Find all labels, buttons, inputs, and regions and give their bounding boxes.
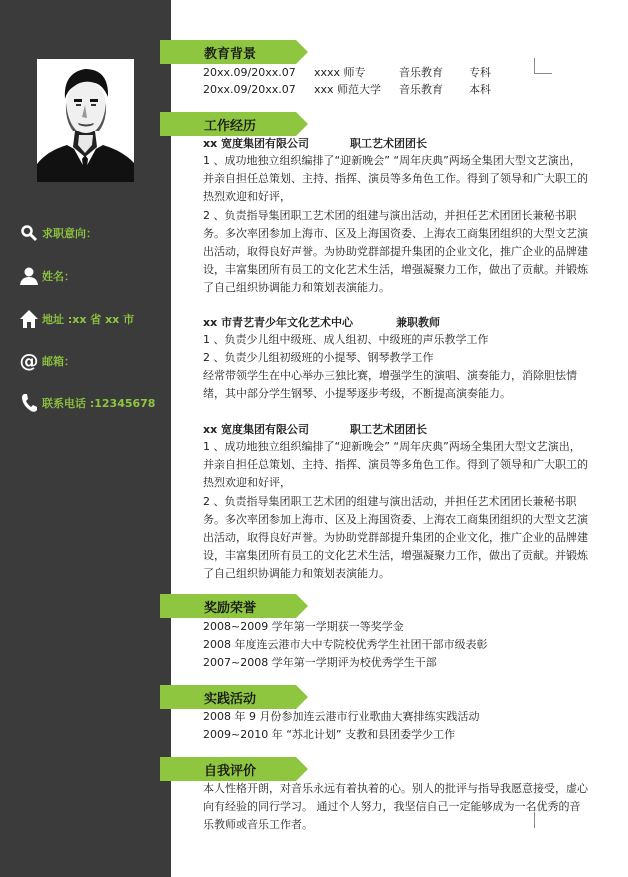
profile-photo	[37, 59, 134, 182]
section-education-header	[160, 40, 308, 64]
practice-item: 2009~2010 年 “苏北计划” 支教和县团委学少工作	[203, 728, 456, 741]
job-header	[203, 314, 503, 331]
job-duty: 2 、负责指导集团职工艺术团的组建与演出活动，并担任艺术团团长兼秘书职务。多次率团参加上海市、区及上海国资委、上海农工商集团组织的大型文艺演出活动，取得良好声誉。为协助党群部提升集团的企业文化，推广企业的品牌建设，丰富集团所有员工的文化艺术生活，增强凝聚力工作，做出了贡献。并锻炼了自己组织协调能力和策划表演能力。	[203, 209, 588, 294]
section-awards-title: 奖励荣誉	[204, 601, 257, 616]
education-row	[203, 81, 503, 98]
contact-address	[18, 308, 134, 330]
award-item: 2008 年度连云港市大中专院校优秀学生社团干部市级表彰	[203, 638, 488, 651]
contact-name-text: 姓名：	[42, 270, 75, 283]
education-school: xxx 师范大学	[314, 83, 382, 96]
job-duty: 1 、成功地独立组织编排了“迎新晚会” “周年庆典”两场全集团大型文艺演出，并亲自担任总策划、主持、指挥、演员等多角色工作。得到了领导和广大职工的热烈欢迎和好评，	[203, 154, 588, 203]
contact-name	[18, 265, 75, 287]
contact-phone-text: 联系电话 :12345678	[42, 397, 156, 410]
job-duty: 2 、负责少儿组初级班的小提琴、钢琴教学工作	[203, 351, 434, 364]
section-education-title: 教育背景	[204, 47, 257, 62]
search-icon	[18, 222, 40, 244]
education-row	[203, 64, 503, 81]
phone-icon	[18, 392, 40, 414]
job-position: 兼职教师	[396, 316, 440, 329]
job-company: xx 市青艺青少年文化艺术中心	[203, 316, 354, 329]
contact-phone	[18, 392, 155, 414]
job-company: xx 宽度集团有限公司	[203, 137, 310, 150]
contact-email-text: 邮箱：	[42, 355, 75, 368]
education-date: 20xx.09/20xx.07	[203, 83, 296, 96]
contact-email	[18, 350, 75, 372]
award-item: 2007~2008 学年第一学期评为校优秀学生干部	[203, 656, 437, 669]
section-awards-header	[160, 594, 308, 618]
job-duty: 1 、负责少儿组中级班、成人组初、中级班的声乐教学工作	[203, 333, 489, 346]
job-duty: 经常带领学生在中心举办三独比赛，增强学生的演唱、演奏能力，消除胆怯情绪，其中部分学生钢琴、小提琴逐步考级，不断提高演奏能力。	[203, 369, 577, 400]
job-duty: 2 、负责指导集团职工艺术团的组建与演出活动，并担任艺术团团长兼秘书职务。多次率团参加上海市、区及上海国资委、上海农工商集团组织的大型文艺演出活动，取得良好声誉。为协助党群部提升集团的企业文化，推广企业的品牌建设，丰富集团所有员工的文化艺术生活，增强凝聚力工作，做出了贡献。并锻炼了自己组织协调能力和策划表演能力。	[203, 495, 588, 580]
contact-job-intent-text: 求职意向：	[42, 227, 97, 240]
award-item: 2008~2009 学年第一学期获一等奖学金	[203, 620, 404, 633]
practice-item: 2008 年 9 月份参加连云港市行业歌曲大赛排练实践活动	[203, 710, 480, 723]
corner-mark-top	[534, 58, 552, 74]
education-date: 20xx.09/20xx.07	[203, 66, 296, 79]
job-position: 职工艺术团团长	[350, 137, 427, 150]
job-duty: 1 、成功地独立组织编排了“迎新晚会” “周年庆典”两场全集团大型文艺演出，并亲自担任总策划、主持、指挥、演员等多角色工作。得到了领导和广大职工的热烈欢迎和好评，	[203, 440, 588, 489]
section-work-title: 工作经历	[204, 119, 257, 134]
education-school: xxxx 师专	[314, 66, 366, 79]
section-self-title: 自我评价	[204, 764, 257, 779]
job-company: xx 宽度集团有限公司	[203, 423, 310, 436]
contact-address-text: 地址 :xx 省 xx 市	[42, 313, 135, 326]
at-icon	[18, 350, 40, 372]
education-major: 音乐教育	[399, 83, 443, 96]
education-degree: 专科	[469, 66, 491, 79]
section-practice-header	[160, 685, 308, 709]
job-header	[203, 421, 503, 438]
svg-text:@: @	[19, 351, 39, 371]
home-icon	[18, 308, 40, 330]
job-position: 职工艺术团团长	[350, 423, 427, 436]
section-work-header	[160, 112, 308, 136]
section-self-header	[160, 757, 308, 781]
education-major: 音乐教育	[399, 66, 443, 79]
section-practice-title: 实践活动	[204, 692, 257, 707]
education-degree: 本科	[469, 83, 491, 96]
contact-job-intent	[18, 222, 97, 244]
job-header	[203, 135, 503, 152]
sidebar	[0, 0, 171, 877]
self-evaluation-text: 本人性格开朗，对音乐永远有着执着的心。别人的批评与指导我愿意接受，虚心向有经验的同行学习。 通过个人努力，我坚信自己一定能够成为一名优秀的音乐教师或音乐工作者。	[203, 782, 588, 831]
person-icon	[18, 265, 40, 287]
